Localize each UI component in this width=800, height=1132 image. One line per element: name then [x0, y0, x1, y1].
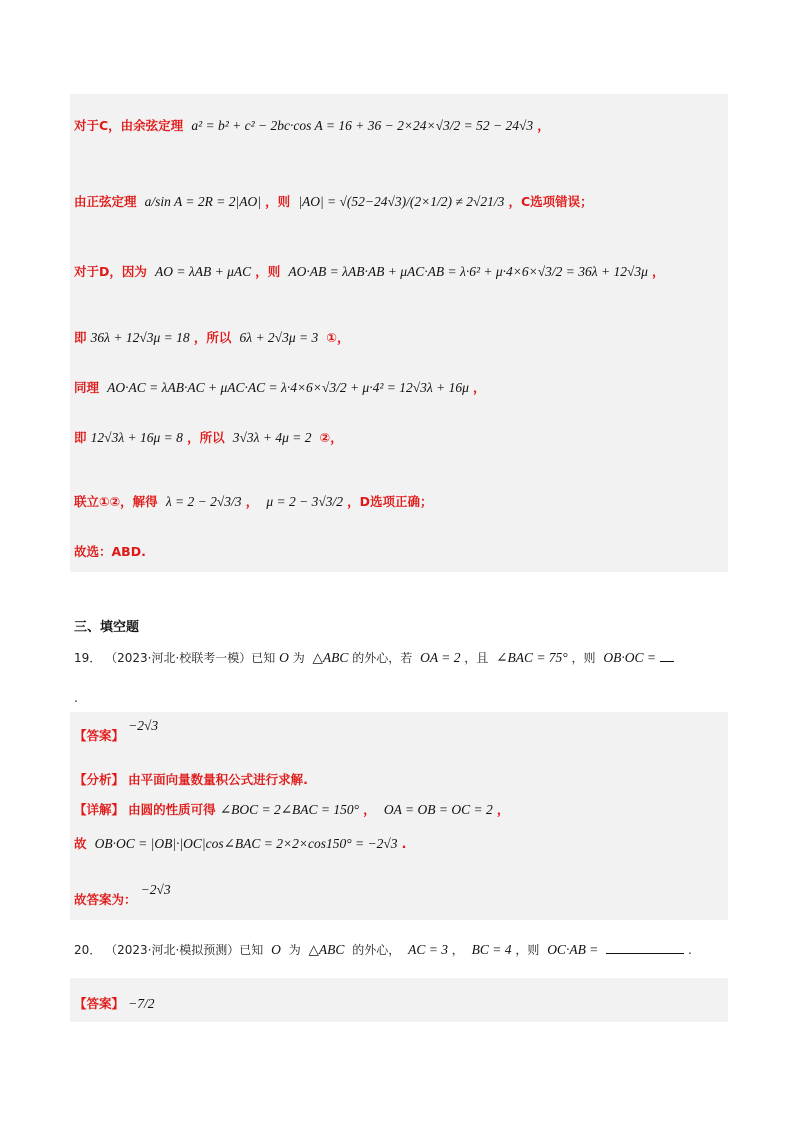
- q20-answer-value: −7/2: [128, 996, 155, 1011]
- cosine-law-formula: a² = b² + c² − 2bc·cos A = 16 + 36 − 2×24×√3/2 = 52 − 24√3: [191, 118, 534, 133]
- q20-answer-shade: [70, 978, 728, 1022]
- q20-stem: 20． （2023·河北·模拟预测）已知 O 为 △ABC 的外心， AC = 3 ， BC = 4 ，则 OC·AB = .: [74, 942, 692, 957]
- final-choice: 故选：ABD.: [74, 544, 146, 559]
- equation-1b: 6λ + 2√3μ = 3: [239, 330, 319, 345]
- triangle-abc: △ABC: [312, 650, 349, 665]
- mu-solution: μ = 2 − 3√3/2: [266, 494, 343, 509]
- q19-answer-blank: [660, 661, 674, 662]
- q19-final-line: 故答案为： −2√3: [74, 882, 171, 907]
- option-d-line: 对于D，因为 AO = λAB + μAC ，则 AO·AB = λAB·AB + μAC·AB = λ·6² + μ·4×6×√3/2 = 36λ + 12√3μ ，: [74, 264, 665, 279]
- equation-1-line: 即 36λ + 12√3μ = 18 ，所以 6λ + 2√3μ = 3 ①，: [74, 330, 350, 345]
- likewise-line: 同理 AO·AC = λAB·AC + μAC·AC = λ·4×6×√3/2 + μ·4² = 12√3λ + 16μ ，: [74, 380, 486, 395]
- q19-answer-value: −2√3: [128, 718, 159, 733]
- equation-2a: 12√3λ + 16μ = 8: [90, 430, 183, 445]
- equation-1a: 36λ + 12√3μ = 18: [90, 330, 190, 345]
- final-choice-line: [74, 544, 146, 561]
- q19-dot-product-formula: OB·OC = |OB|·|OC|cos∠BAC = 2×2×cos150° = −2√3: [94, 836, 398, 851]
- option-c-sine-line: 由正弦定理 a/sin A = 2R = 2|AO| ，则 |AO| = √(52−24√3)/(2×1/2) ≠ 2√21/3 ，C选项错误；: [74, 194, 593, 209]
- equation-2-line: 即 12√3λ + 16μ = 8 ，所以 3√3λ + 4μ = 2 ②，: [74, 430, 343, 445]
- q19-detail-line: 【详解】 由圆的性质可得 ∠BOC = 2∠BAC = 150° ， OA = OB = OC = 2 ，: [74, 802, 510, 817]
- triangle-abc: △ABC: [308, 942, 345, 957]
- q19-period: .: [74, 691, 78, 705]
- ao-decomposition-formula: AO = λAB + μAC: [155, 264, 252, 279]
- q20-answer-line: 【答案】 −7/2: [74, 996, 155, 1011]
- q19-so-line: 故 OB·OC = |OB|·|OC|cos∠BAC = 2×2×cos150° = −2√3 .: [74, 836, 407, 851]
- q19-stem: 19． （2023·河北·校联考一模）已知 O 为 △ABC 的外心，若 OA = 2 ，且 ∠BAC = 75° ，则 OB·OC =: [74, 650, 674, 666]
- ao-dot-ab-formula: AO·AB = λAB·AB + μAC·AB = λ·6² + μ·4×6×√3/2 = 36λ + 12√3μ: [288, 264, 648, 279]
- equation-2b: 3√3λ + 4μ = 2: [232, 430, 312, 445]
- sine-law-formula: a/sin A = 2R = 2|AO|: [144, 194, 261, 209]
- q20-answer-blank: [606, 953, 684, 954]
- ao-length-formula: |AO| = √(52−24√3)/(2×1/2) ≠ 2√21/3: [298, 194, 505, 209]
- lambda-solution: λ = 2 − 2√3/3: [165, 494, 242, 509]
- ao-dot-ac-formula: AO·AC = λAB·AC + μAC·AC = λ·4×6×√3/2 + μ·4² = 12√3λ + 16μ: [107, 380, 469, 395]
- solve-line: 联立①②，解得 λ = 2 − 2√3/3 ， μ = 2 − 3√3/2 ，D选项正确；: [74, 494, 433, 509]
- section-heading: 三、填空题: [74, 620, 140, 635]
- q19-analysis-line: 【分析】 由平面向量数量积公式进行求解.: [74, 772, 308, 787]
- option-c-cosine-line: 对于C，由余弦定理 a² = b² + c² − 2bc·cos A = 16 + 36 − 2×24×√3/2 = 52 − 24√3 ，: [74, 118, 550, 133]
- q19-answer-line: 【答案】 −2√3: [74, 718, 159, 743]
